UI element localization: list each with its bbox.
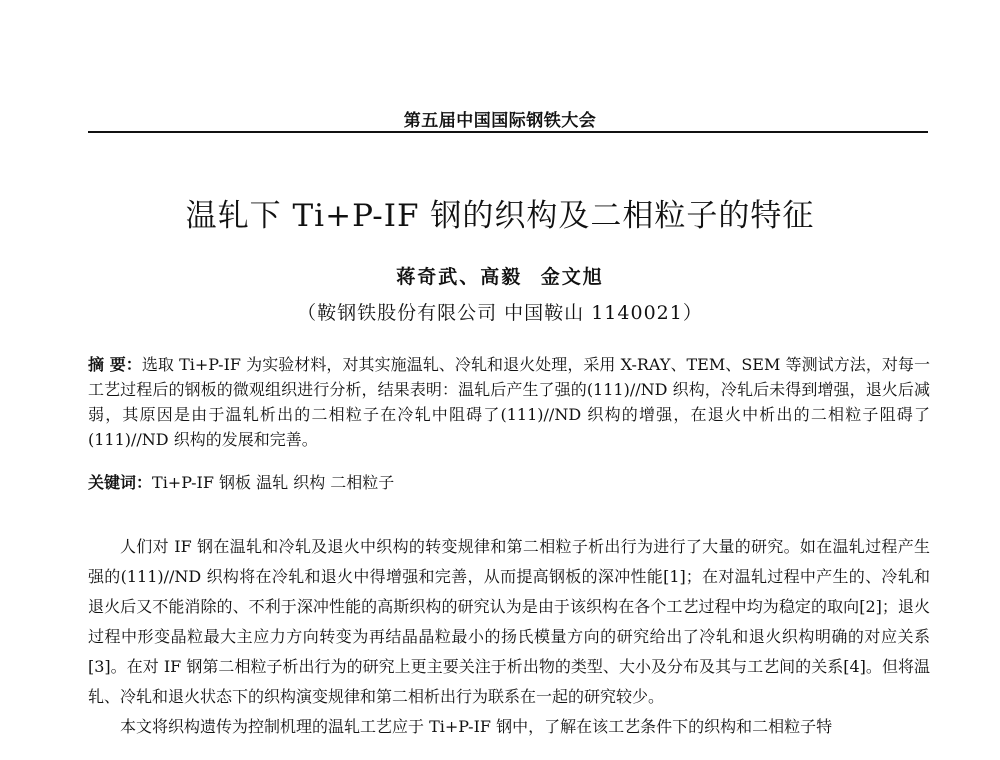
abstract-label: 摘 要： [88, 355, 142, 374]
keywords [88, 470, 930, 495]
abstract-text: 选取 Ti+P-IF 为实验材料，对其实施温轧、冷轧和退火处理，采用 X-RAY、TEM、SEM 等测试方法，对每一工艺过程后的钢板的微观组织进行分析，结果表明：温轧后产生了强的(111)//ND 织构，冷轧后未得到增强，退火后减弱，其原因是由于温轧析出的二相粒子在冷轧中阻碍了(111)//ND 织构的增强，在退火中析出的二相粒子阻碍了(111)//ND 织构的发展和完善。 [88, 355, 930, 449]
keywords-text: Ti+P-IF 钢板 温轧 织构 二相粒子 [152, 473, 395, 492]
body-paragraph-1: 人们对 IF 钢在温轧和冷轧及退火中织构的转变规律和第二相粒子析出行为进行了大量的研究。如在温轧过程产生强的(111)//ND 织构将在冷轧和退火中得增强和完善，从而提高钢板的深冲性能[1]；在对温轧过程中产生的、冷轧和退火后又不能消除的、不利于深冲性能的高斯织构的研究认为是由于该织构在各个工艺过程中均为稳定的取向[2]；退火过程中形变晶粒最大主应力方向转变为再结晶晶粒最小的扬氏模量方向的研究给出了冷轧和退火织构明确的对应关系[3]。在对 IF 钢第二相粒子析出行为的研究上更主要关注于析出物的类型、大小及分布及其与工艺间的关系[4]。但将温轧、冷轧和退火状态下的织构演变规律和第二相析出行为联系在一起的研究较少。 [88, 537, 930, 706]
conference-header: 第五届中国国际钢铁大会 [403, 111, 597, 131]
abstract [88, 352, 930, 452]
authors: 蒋奇武、高毅 金文旭 [396, 266, 604, 288]
body-text [88, 532, 930, 742]
paper-title: 温轧下 Ti+P-IF 钢的织构及二相粒子的特征 [185, 198, 815, 234]
body-paragraph-2: 本文将织构遗传为控制机理的温轧工艺应于 Ti+P-IF 钢中，了解在该工艺条件下的织构和二相粒子特 [120, 717, 833, 736]
keywords-label: 关键词： [88, 473, 153, 492]
header-rule [88, 131, 928, 133]
affiliation: （鞍钢铁股份有限公司 中国鞍山 1140021） [297, 302, 703, 324]
